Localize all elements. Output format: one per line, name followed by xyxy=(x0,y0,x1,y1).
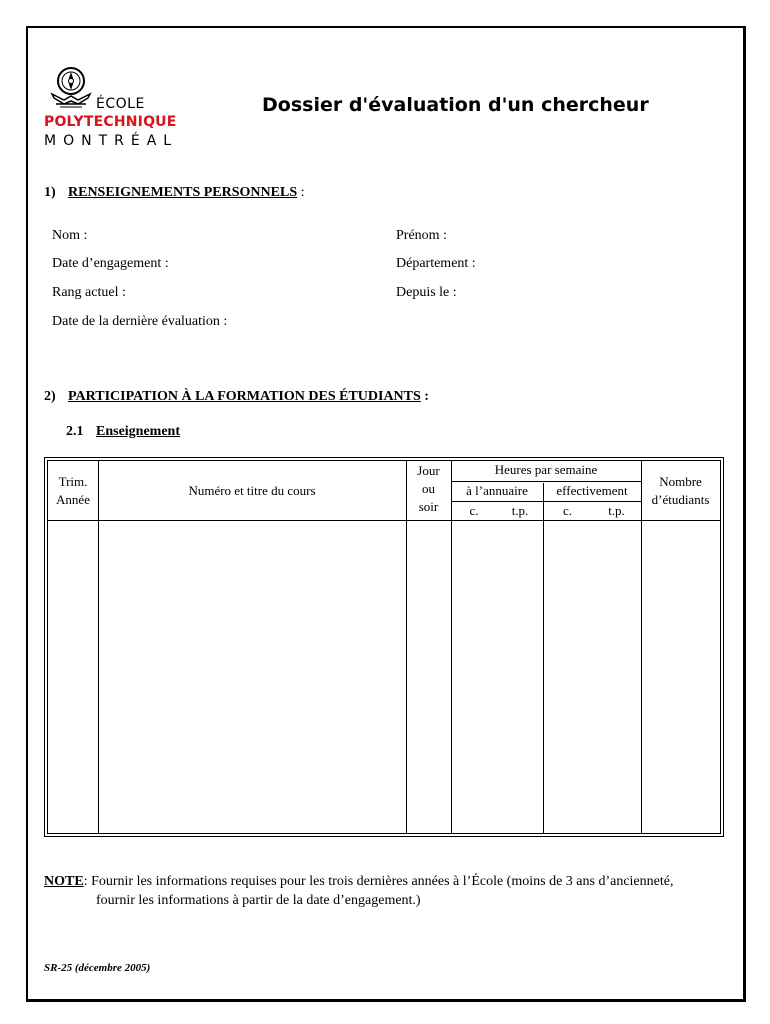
header-annuaire: à l’annuaire xyxy=(466,483,528,498)
note-text-line2: fournir les informations à partir de la date d’engagement.) xyxy=(96,893,421,908)
field-date-engagement: Date d’engagement : xyxy=(52,256,169,271)
header-heures: Heures par semaine xyxy=(494,462,598,477)
header-trim-label: Trim. xyxy=(58,474,88,489)
header-soir: soir xyxy=(418,499,439,514)
logo-text-ecole: ÉCOLE xyxy=(96,96,145,112)
header-jour: Jour xyxy=(417,463,440,478)
field-nom: Nom : xyxy=(52,228,88,243)
header-annuaire-c: c. xyxy=(469,503,479,518)
header-annuaire-tp: t.p. xyxy=(511,503,529,518)
col-divider xyxy=(98,461,99,833)
header-bottom-line xyxy=(48,520,720,521)
section-1-suffix: : xyxy=(297,185,305,200)
header-effectif-c: c. xyxy=(562,503,573,518)
form-code: SR-25 (décembre 2005) xyxy=(44,962,151,974)
header-effectivement: effectivement xyxy=(556,483,628,498)
note-text-line1: : Fournir les informations requises pour les trois dernières années à l’École (moins de 3 ans d’ancienneté, xyxy=(83,874,674,889)
header-trim xyxy=(48,473,98,509)
header-etudiants-label: d’étudiants xyxy=(651,492,710,507)
field-prenom: Prénom : xyxy=(396,228,447,243)
section-1-title: RENSEIGNEMENTS PERSONNELS xyxy=(68,185,298,200)
section-2-suffix: : xyxy=(420,389,429,404)
section-2-title: PARTICIPATION À LA FORMATION DES ÉTUDIANTS xyxy=(68,389,421,404)
subsection-2-1-heading xyxy=(66,424,180,440)
header-course: Numéro et titre du cours xyxy=(188,483,316,498)
section-2-number: 2) xyxy=(44,389,56,404)
field-rang-actuel: Rang actuel : xyxy=(52,285,126,300)
teaching-table-grid xyxy=(47,460,721,834)
logo-text-polytechnique: POLYTECHNIQUE xyxy=(44,114,177,130)
subsection-title: Enseignement xyxy=(96,424,180,439)
field-derniere-evaluation: Date de la dernière évaluation : xyxy=(52,314,228,329)
header-annee-label: Année xyxy=(56,492,90,507)
header-effectif-tp: t.p. xyxy=(608,503,625,518)
school-logo xyxy=(44,64,204,154)
teaching-table xyxy=(44,457,724,837)
field-depuis-le: Depuis le : xyxy=(396,285,457,300)
col-divider xyxy=(406,461,407,833)
col-divider xyxy=(641,461,642,833)
field-departement: Département : xyxy=(396,256,476,271)
header-nombre xyxy=(641,473,720,509)
subsection-number: 2.1 xyxy=(66,424,84,439)
note-paragraph xyxy=(44,872,734,910)
col-divider xyxy=(543,483,544,833)
section-1-heading xyxy=(44,185,305,201)
section-2-heading xyxy=(44,389,429,405)
header-ou: ou xyxy=(422,481,435,496)
logo-text-montreal: MONTRÉAL xyxy=(44,133,179,149)
crest-emblem-icon xyxy=(48,64,94,110)
document-title: Dossier d'évaluation d'un chercheur xyxy=(262,94,649,116)
note-label: NOTE xyxy=(44,874,84,889)
section-1-number: 1) xyxy=(44,185,56,200)
header-jour-soir xyxy=(406,462,451,516)
header-nombre-label: Nombre xyxy=(659,474,702,489)
